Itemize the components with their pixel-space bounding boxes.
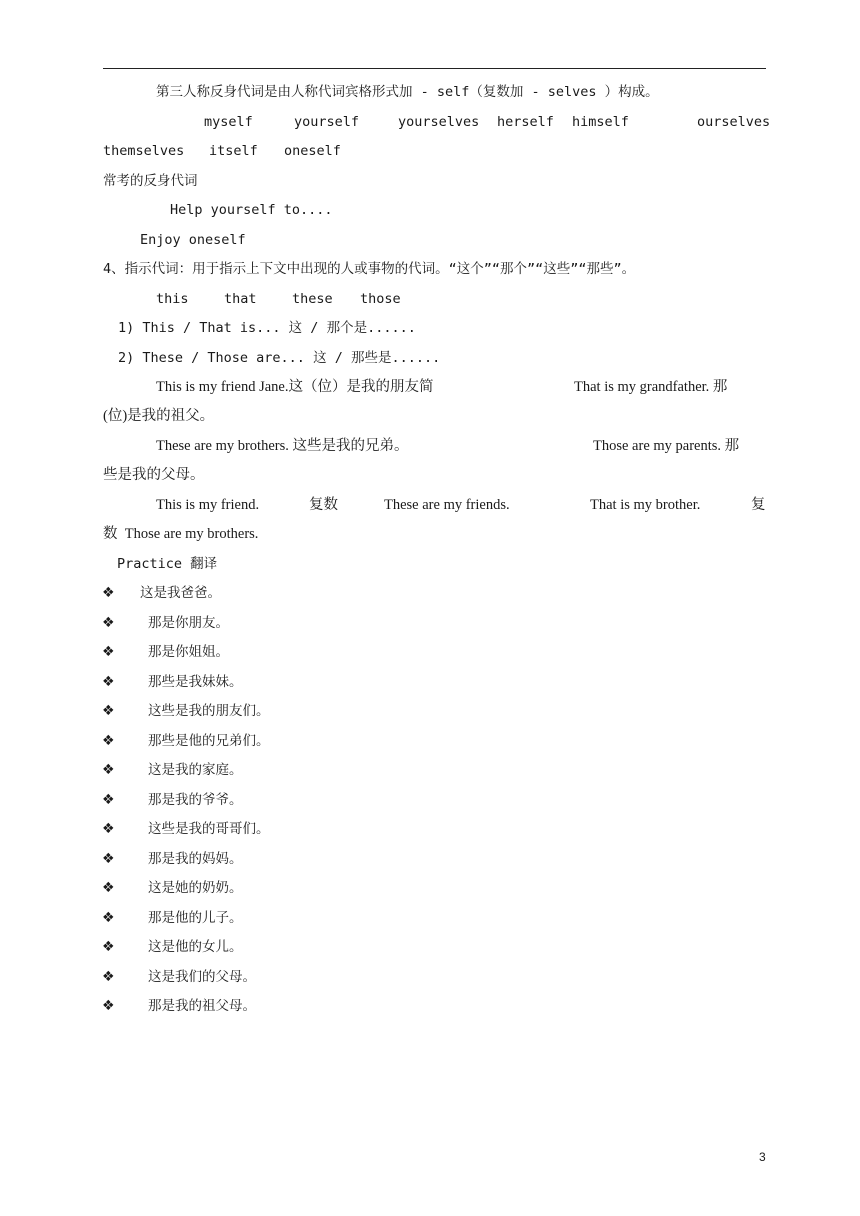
reflexive-word: myself xyxy=(204,114,253,130)
reflexive-word: themselves xyxy=(103,143,185,159)
bullet-diamond-icon: ❖ xyxy=(102,998,115,1014)
practice-item-text: 那是我的爷爷。 xyxy=(148,792,243,808)
example-3-plural-label: 复数 xyxy=(309,497,338,513)
practice-item-text: 那是我的妈妈。 xyxy=(148,851,243,867)
demonstrative-word: that xyxy=(224,291,257,307)
practice-item-text: 那些是我妹妹。 xyxy=(148,674,243,690)
reflexive-word: yourself xyxy=(294,114,360,130)
practice-item-text: 那是他的儿子。 xyxy=(148,910,243,926)
example-3-plural-these: These are my friends. xyxy=(384,497,510,513)
bullet-diamond-icon: ❖ xyxy=(102,821,115,837)
example-2-right: Those are my parents. 那 xyxy=(593,438,740,454)
example-3-singular-that: That is my brother. xyxy=(590,497,701,513)
example-2-left: These are my brothers. 这些是我的兄弟。 xyxy=(156,438,409,454)
reflexive-word: ourselves xyxy=(697,114,771,130)
example-1-continued: (位)是我的祖父。 xyxy=(103,408,215,424)
demonstrative-word: those xyxy=(360,291,401,307)
bullet-diamond-icon: ❖ xyxy=(102,762,115,778)
practice-item-text: 这是他的女儿。 xyxy=(148,939,243,955)
common-reflexives-heading: 常考的反身代词 xyxy=(103,173,198,189)
bullet-diamond-icon: ❖ xyxy=(102,880,115,896)
header-rule xyxy=(103,68,766,69)
practice-heading: Practice 翻译 xyxy=(117,556,218,572)
practice-item-text: 这是我爸爸。 xyxy=(140,585,221,601)
bullet-diamond-icon: ❖ xyxy=(102,910,115,926)
bullet-diamond-icon: ❖ xyxy=(102,644,115,660)
reflexive-word: herself xyxy=(497,114,554,130)
practice-item-text: 这是她的奶奶。 xyxy=(148,880,243,896)
bullet-diamond-icon: ❖ xyxy=(102,585,115,601)
example-1-left: This is my friend Jane.这（位）是我的朋友简 xyxy=(156,379,434,395)
example-1-right: That is my grandfather. 那 xyxy=(574,379,728,395)
bullet-diamond-icon: ❖ xyxy=(102,969,115,985)
reflexive-word: himself xyxy=(572,114,629,130)
bullet-diamond-icon: ❖ xyxy=(102,674,115,690)
practice-item-text: 这是我们的父母。 xyxy=(148,969,256,985)
practice-item-text: 那些是他的兄弟们。 xyxy=(148,733,270,749)
practice-item-text: 那是我的祖父母。 xyxy=(148,998,256,1014)
bullet-diamond-icon: ❖ xyxy=(102,733,115,749)
practice-item-text: 这些是我的朋友们。 xyxy=(148,703,270,719)
bullet-diamond-icon: ❖ xyxy=(102,851,115,867)
practice-item-text: 那是你朋友。 xyxy=(148,615,229,631)
bullet-diamond-icon: ❖ xyxy=(102,615,115,631)
rule-2: 2) These / Those are... 这 / 那些是...... xyxy=(118,350,441,366)
phrase-enjoy-oneself: Enjoy oneself xyxy=(140,232,246,248)
bullet-diamond-icon: ❖ xyxy=(102,939,115,955)
reflexive-word: yourselves xyxy=(398,114,480,130)
example-3-continued: 数 Those are my brothers. xyxy=(103,526,259,542)
example-3-plural-label-2: 复 xyxy=(751,497,766,513)
reflexive-word: oneself xyxy=(284,143,341,159)
bullet-diamond-icon: ❖ xyxy=(102,703,115,719)
example-2-continued: 些是我的父母。 xyxy=(103,467,205,483)
demonstrative-word: these xyxy=(292,291,333,307)
reflexive-word: itself xyxy=(209,143,258,159)
page-number: 3 xyxy=(759,1150,766,1164)
rule-1: 1) This / That is... 这 / 那个是...... xyxy=(118,320,416,336)
section-4-heading: 4、指示代词：用于指示上下文中出现的人或事物的代词。“这个”“那个”“这些”“那些”。 xyxy=(103,261,636,277)
phrase-help-yourself: Help yourself to.... xyxy=(170,202,333,218)
practice-item-text: 这些是我的哥哥们。 xyxy=(148,821,270,837)
example-3-singular-this: This is my friend. xyxy=(156,497,260,513)
demonstrative-word: this xyxy=(156,291,189,307)
intro-line: 第三人称反身代词是由人称代词宾格形式加 - self（复数加 - selves ）构成。 xyxy=(156,84,659,100)
practice-item-text: 这是我的家庭。 xyxy=(148,762,243,778)
bullet-diamond-icon: ❖ xyxy=(102,792,115,808)
practice-item-text: 那是你姐姐。 xyxy=(148,644,229,660)
